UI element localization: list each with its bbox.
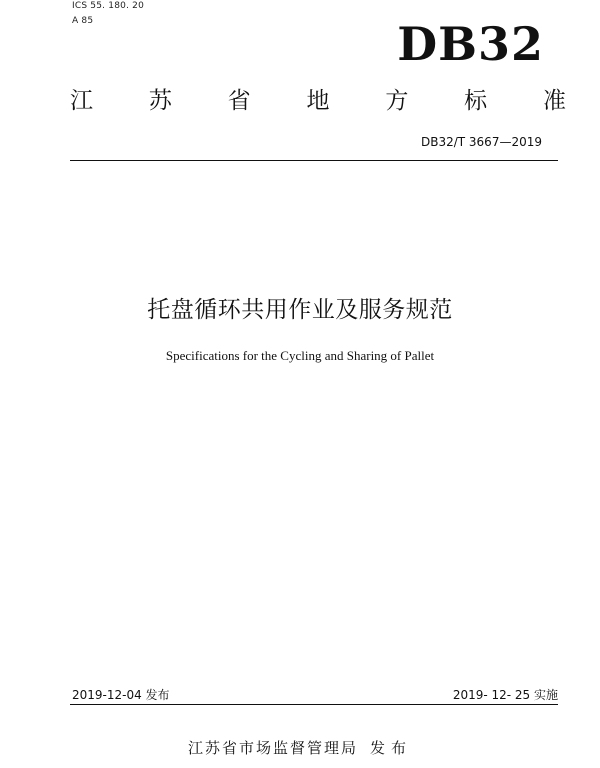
top-divider	[70, 160, 558, 161]
local-standard-char: 方	[385, 88, 409, 114]
bottom-divider	[70, 704, 558, 705]
implementation-date: 2019- 12- 25 实施	[452, 688, 558, 702]
ics-code: ICS 55. 180. 20	[72, 1, 145, 11]
local-standard-heading	[70, 86, 566, 116]
publisher-action: 发布	[370, 739, 413, 757]
local-standard-char: 地	[306, 88, 330, 114]
local-standard-char: 苏	[148, 88, 172, 114]
local-standard-char: 江	[70, 88, 93, 114]
title-english: Specifications for the Cycling and Sharing of Pallet	[165, 348, 435, 363]
ccs-code: A 85	[72, 16, 94, 26]
publisher	[0, 738, 600, 758]
publisher-name: 江苏省市场监督管理局	[187, 739, 358, 757]
local-standard-char: 标	[464, 88, 488, 114]
title-chinese: 托盘循环共用作业及服务规范	[147, 297, 453, 323]
db32-logo: DB32	[397, 17, 544, 71]
local-standard-char: 准	[542, 88, 566, 114]
local-standard-char: 省	[227, 88, 251, 114]
issue-date: 2019-12-04 发布	[72, 688, 170, 702]
standard-number: DB32/T 3667—2019	[420, 135, 542, 149]
